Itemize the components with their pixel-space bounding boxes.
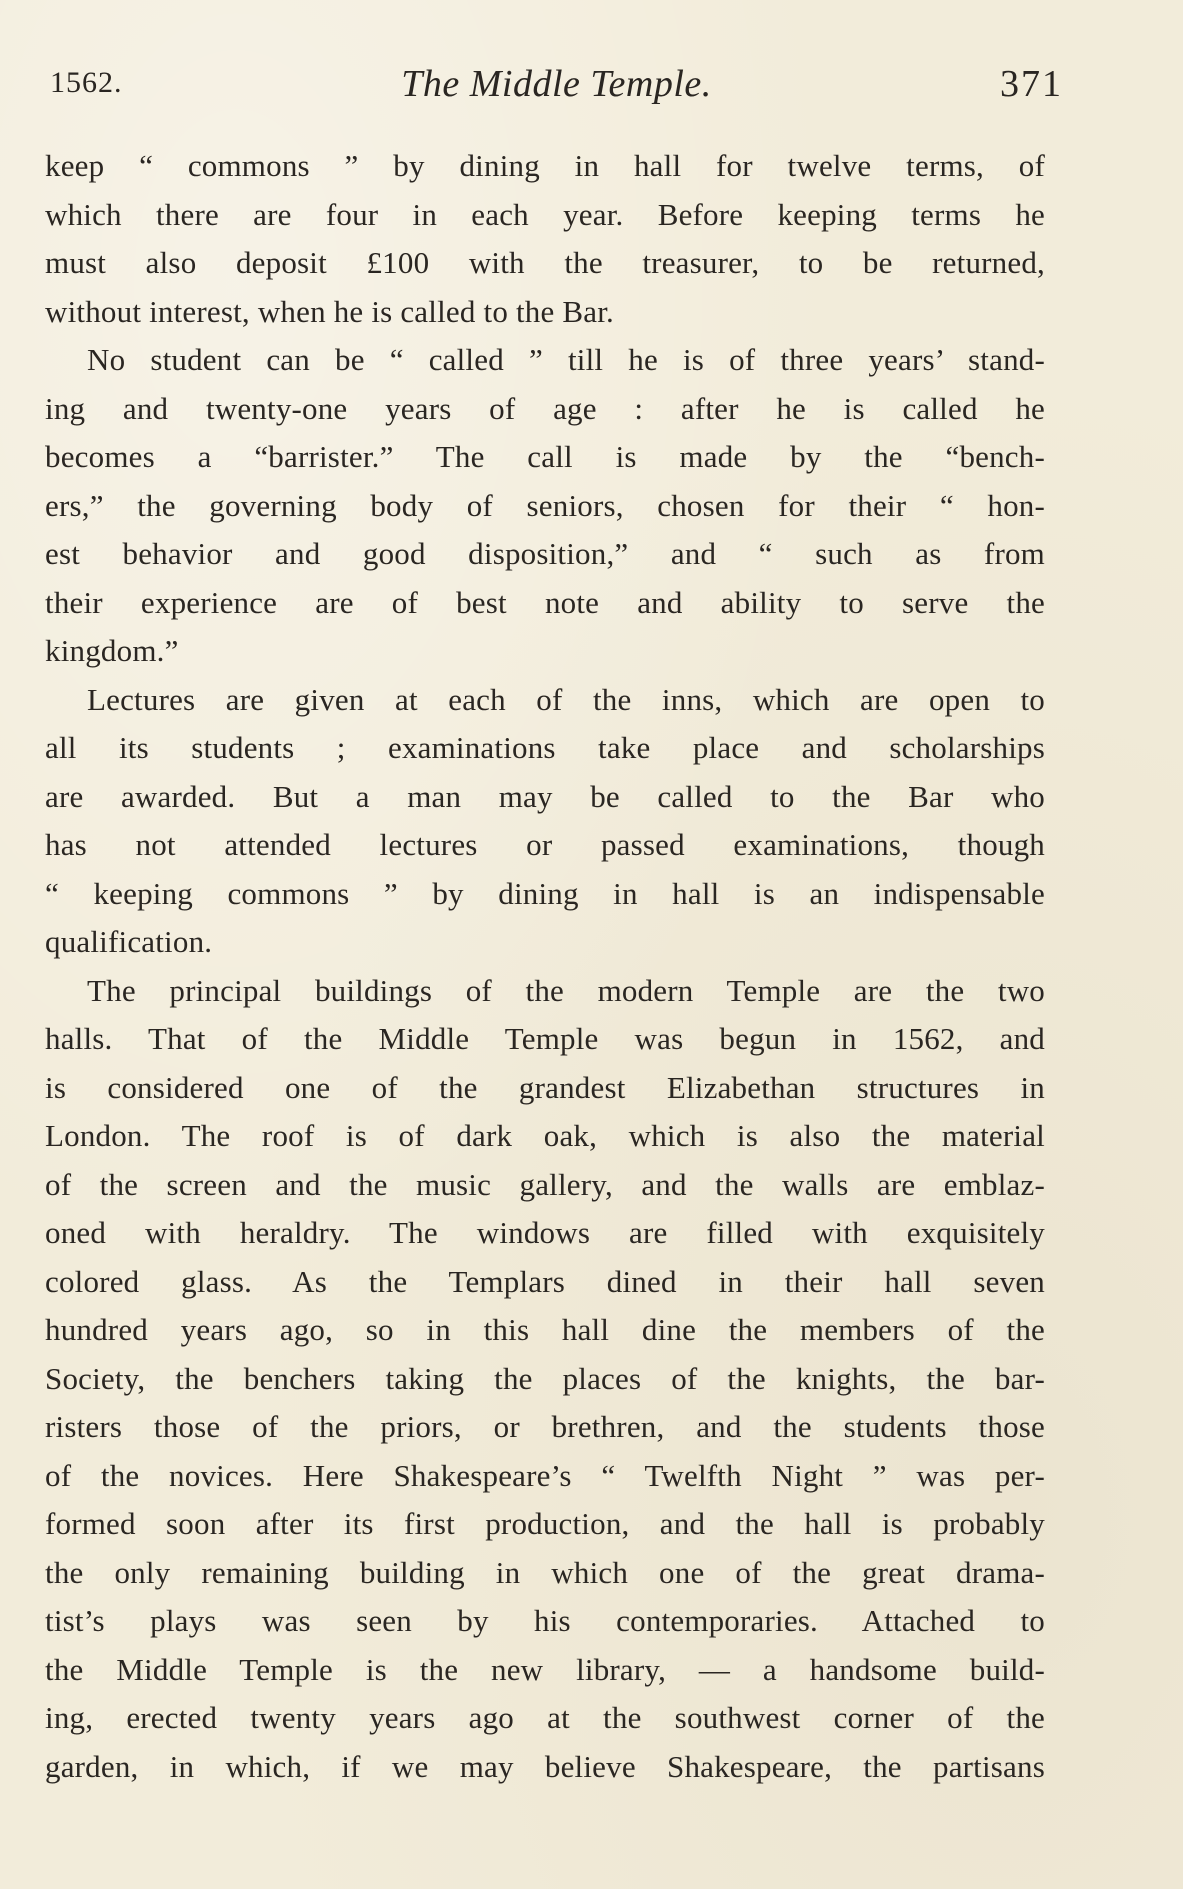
- text-line: has not attended lectures or passed examinations, though: [45, 827, 1045, 862]
- text-line: London. The roof is of dark oak, which is also the material: [45, 1118, 1045, 1153]
- text-line: ers,” the governing body of seniors, chosen for their “ hon-: [45, 487, 1045, 523]
- text-line: without interest, when he is called to the Bar.: [45, 293, 614, 329]
- text-line: is considered one of the grandest Elizabethan structures in: [45, 1069, 1045, 1105]
- text-line: kingdom.”: [45, 633, 179, 668]
- body-text: [45, 142, 1045, 1791]
- text-line: of the novices. Here Shakespeare’s “ Twelfth Night ” was per-: [45, 1457, 1045, 1493]
- text-line: their experience are of best note and ability to serve the: [45, 584, 1045, 620]
- text-line: qualification.: [45, 924, 213, 959]
- text-line: which there are four in each year. Before keeping terms he: [45, 196, 1045, 232]
- text-line: halls. That of the Middle Temple was begun in 1562, and: [45, 1021, 1045, 1056]
- text-line: of the screen and the music gallery, and the walls are emblaz-: [45, 1166, 1045, 1202]
- running-title: The Middle Temple.: [401, 63, 712, 105]
- text-line: oned with heraldry. The windows are filled with exquisitely: [45, 1215, 1045, 1250]
- text-line: the only remaining building in which one of the great drama-: [45, 1554, 1045, 1590]
- text-line: The principal buildings of the modern Temple are the two: [87, 972, 1045, 1008]
- text-line: risters those of the priors, or brethren, and the students those: [45, 1409, 1045, 1444]
- text-line: formed soon after its first production, and the hall is probably: [45, 1506, 1045, 1541]
- running-header: [50, 62, 1063, 112]
- text-line: are awarded. But a man may be called to the Bar who: [45, 778, 1045, 814]
- text-line: Society, the benchers taking the places of the knights, the bar-: [45, 1360, 1045, 1396]
- text-line: ing, erected twenty years ago at the southwest corner of the: [45, 1700, 1045, 1735]
- text-line: must also deposit £100 with the treasurer, to be returned,: [45, 245, 1045, 280]
- text-line: est behavior and good disposition,” and “ such as from: [45, 536, 1045, 571]
- text-line: Lectures are given at each of the inns, which are open to: [87, 681, 1045, 717]
- text-line: “ keeping commons ” by dining in hall is an indispensable: [45, 875, 1045, 911]
- text-line: tist’s plays was seen by his contemporaries. Attached to: [45, 1603, 1045, 1638]
- page-number: 371: [1000, 63, 1063, 105]
- text-line: No student can be “ called ” till he is of three years’ stand-: [87, 342, 1045, 377]
- text-line: all its students ; examinations take place and scholarships: [45, 730, 1045, 765]
- text-line: colored glass. As the Templars dined in their hall seven: [45, 1263, 1045, 1299]
- text-line: the Middle Temple is the new library, — a handsome build-: [45, 1651, 1045, 1687]
- text-line: garden, in which, if we may believe Shakespeare, the partisans: [45, 1748, 1045, 1784]
- text-line: ing and twenty-one years of age : after he is called he: [45, 390, 1045, 426]
- header-year: 1562.: [50, 66, 123, 99]
- text-line: becomes a “barrister.” The call is made by the “bench-: [45, 439, 1045, 474]
- text-line: hundred years ago, so in this hall dine the members of the: [45, 1312, 1045, 1347]
- text-line: keep “ commons ” by dining in hall for twelve terms, of: [45, 148, 1045, 183]
